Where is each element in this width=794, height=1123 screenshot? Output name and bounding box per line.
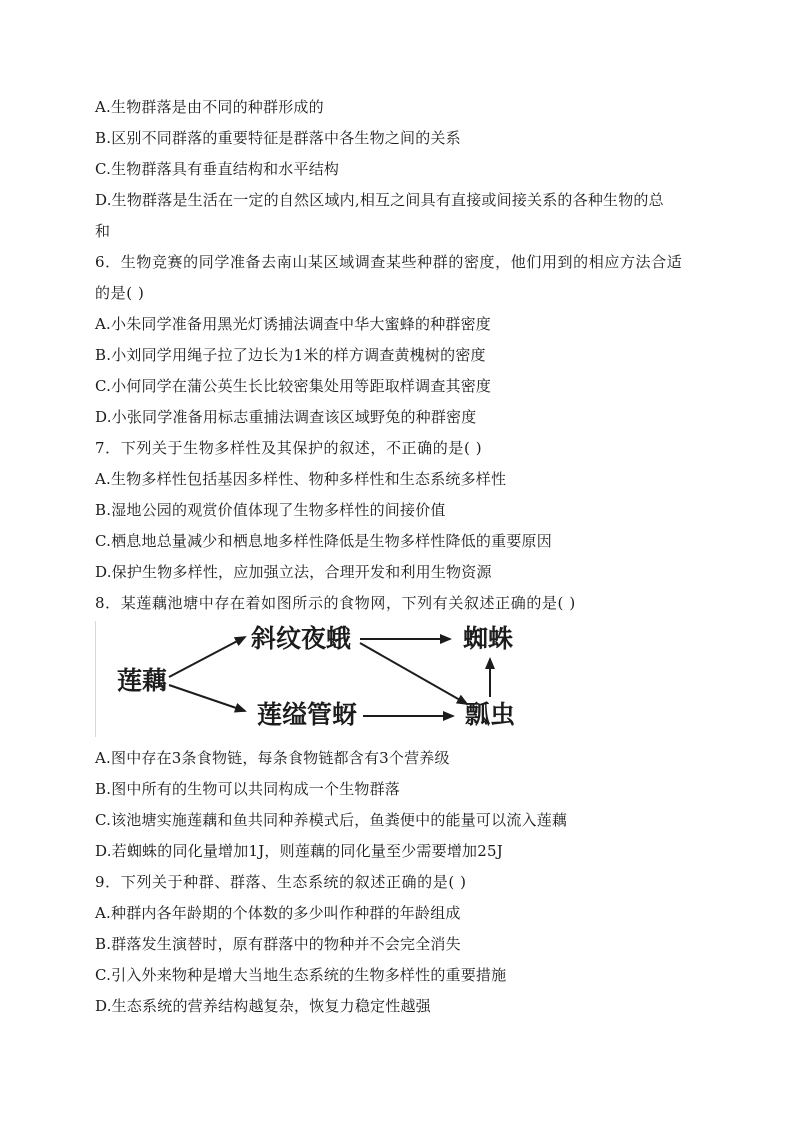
node-lotus: 莲藕	[117, 666, 168, 695]
arrow-lotus-moth	[169, 637, 245, 677]
option-line: D.生物群落是生活在一定的自然区域内,相互之间具有直接或间接关系的各种生物的总	[95, 191, 664, 209]
arrow-moth-ladybug	[360, 643, 467, 704]
option-line: 和	[95, 222, 111, 240]
option-line: B.湿地公园的观赏价值体现了生物多样性的间接价值	[95, 501, 446, 519]
exam-page	[95, 92, 705, 1022]
option-line: C.引入外来物种是增大当地生态系统的生物多样性的重要措施	[95, 966, 507, 984]
option-line: B.小刘同学用绳子拉了边长为1米的样方调查黄槐树的密度	[95, 346, 486, 364]
option-line: B.群落发生演替时，原有群落中的物种并不会完全消失	[95, 935, 461, 953]
question-stem: 的是( )	[95, 284, 145, 302]
option-line: D.若蜘蛛的同化量增加1J，则莲藕的同化量至少需要增加25J	[95, 842, 503, 860]
question-stem: 6．生物竞赛的同学准备去南山某区域调查某些种群的密度，他们用到的相应方法合适	[95, 253, 683, 271]
option-line: B.图中所有的生物可以共同构成一个生物群落	[95, 780, 400, 798]
option-line: C.小何同学在蒲公英生长比较密集处用等距取样调查其密度	[95, 377, 492, 395]
option-line: A.图中存在3条食物链，每条食物链都含有3个营养级	[95, 749, 450, 767]
option-line: A.种群内各年龄期的个体数的多少叫作种群的年龄组成	[95, 904, 461, 922]
node-moth: 斜纹夜蛾	[251, 624, 352, 653]
option-line: D.生态系统的营养结构越复杂，恢复力稳定性越强	[95, 997, 431, 1015]
node-ladybug: 瓢虫	[465, 700, 516, 729]
question-block-top	[95, 92, 705, 619]
option-line: C.该池塘实施莲藕和鱼共同种养模式后，鱼粪便中的能量可以流入莲藕	[95, 811, 568, 829]
question-stem: 7．下列关于生物多样性及其保护的叙述，不正确的是( )	[95, 439, 483, 457]
option-line: C.生物群落具有垂直结构和水平结构	[95, 160, 340, 178]
food-web-diagram	[95, 619, 525, 743]
question-block-bottom	[95, 743, 705, 1022]
option-line: B.区别不同群落的重要特征是群落中各生物之间的关系	[95, 129, 461, 147]
node-spider: 蜘蛛	[463, 624, 514, 653]
option-line: D.保护生物多样性，应加强立法，合理开发和利用生物资源	[95, 563, 492, 581]
question-stem: 9．下列关于种群、群落、生态系统的叙述正确的是( )	[95, 873, 467, 891]
arrow-lotus-aphid	[169, 685, 245, 711]
option-line: A.生物群落是由不同的种群形成的	[95, 98, 324, 116]
node-aphid: 莲缢管蚜	[257, 700, 358, 729]
option-line: C.栖息地总量减少和栖息地多样性降低是生物多样性降低的重要原因	[95, 532, 552, 550]
option-line: A.生物多样性包括基因多样性、物种多样性和生态系统多样性	[95, 470, 507, 488]
question-stem: 8．某莲藕池塘中存在着如图所示的食物网，下列有关叙述正确的是( )	[95, 594, 576, 612]
option-line: A.小朱同学准备用黑光灯诱捕法调查中华大蜜蜂的种群密度	[95, 315, 492, 333]
option-line: D.小张同学准备用标志重捕法调查该区域野兔的种群密度	[95, 408, 477, 426]
